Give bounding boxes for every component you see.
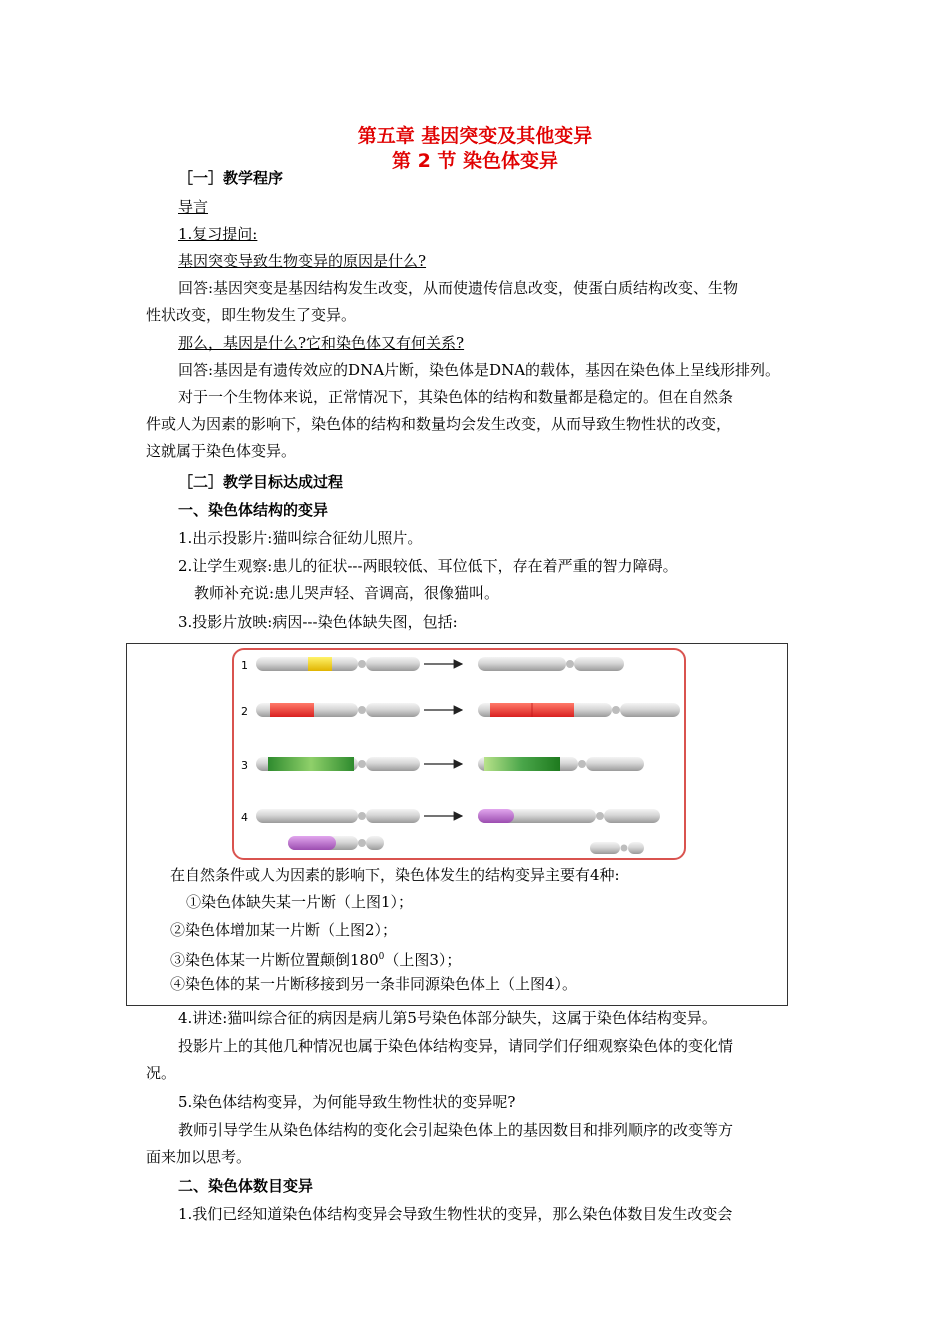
intro-label: 导言 bbox=[178, 198, 209, 216]
row-4-result-chromosome-long bbox=[478, 809, 660, 823]
review-label: 1.复习提问: bbox=[178, 225, 258, 243]
chapter-title: 第五章 基因突变及其他变异 bbox=[357, 125, 593, 147]
row-2-original-chromosome bbox=[256, 703, 420, 717]
figure-item-3 bbox=[170, 947, 461, 970]
item-3: 3.投影片放映:病因---染色体缺失图，包括: bbox=[178, 613, 458, 631]
row-1-original-chromosome bbox=[256, 657, 420, 671]
item-5-paragraph-line-2: 面来加以思考。 bbox=[146, 1148, 252, 1166]
figure-item-4: ④染色体的某一片断移接到另一条非同源染色体上（上图4）。 bbox=[170, 975, 578, 993]
paragraph-1-line-1: 对于一个生物体来说，正常情况下，其染色体的结构和数量都是稳定的。但在自然条 bbox=[178, 388, 734, 406]
item-5-paragraph-line-1: 教师引导学生从染色体结构的变化会引起染色体上的基因数目和排列顺序的改变等方 bbox=[178, 1121, 734, 1139]
item-2: 2.让学生观察:患儿的征状---两眼较低、耳位低下，存在着严重的智力障碍。 bbox=[178, 557, 678, 575]
item-4-paragraph-line-1: 投影片上的其他几种情况也属于染色体结构变异，请同学们仔细观察染色体的变化情 bbox=[178, 1037, 734, 1055]
figure-item-3-text: ③染色体某一片断位置颠倒180 bbox=[170, 951, 379, 969]
structure-variation-heading: 一、染色体结构的变异 bbox=[178, 501, 329, 519]
row-1-result-chromosome bbox=[478, 657, 624, 671]
number-variation-heading: 二、染色体数目变异 bbox=[178, 1177, 314, 1195]
figure-label-1: 1 bbox=[241, 659, 248, 672]
figure-item-2: ②染色体增加某一片断（上图2）； bbox=[170, 921, 398, 939]
figure-item-1: ①染色体缺失某一片断（上图1）； bbox=[186, 893, 414, 911]
item-2-note: 教师补充说:患儿哭声轻、音调高，很像猫叫。 bbox=[194, 584, 500, 602]
paragraph-1-line-3: 这就属于染色体变异。 bbox=[146, 442, 297, 460]
figure-label-3: 3 bbox=[241, 759, 248, 772]
row-2-result-chromosome bbox=[478, 703, 680, 717]
row-3-result-chromosome bbox=[478, 757, 644, 771]
paragraph-1-line-2: 件或人为因素的影响下，染色体的结构和数量均会发生改变，从而导致生物性状的改变， bbox=[146, 415, 732, 433]
item-last: 1.我们已经知道染色体结构变异会导致生物性状的变异，那么染色体数目发生改变会 bbox=[178, 1205, 733, 1223]
answer-1-line-2: 性状改变，即生物发生了变异。 bbox=[146, 306, 357, 324]
item-1: 1.出示投影片:猫叫综合征幼儿照片。 bbox=[178, 529, 423, 547]
figure-intro: 在自然条件或人为因素的影响下，染色体发生的结构变异主要有4种: bbox=[170, 866, 620, 884]
chromosome-variation-figure bbox=[232, 648, 686, 860]
objectives-heading: ［二］教学目标达成过程 bbox=[178, 473, 344, 491]
figure-label-2: 2 bbox=[241, 705, 248, 718]
section-title: 第 2 节 染色体变异 bbox=[391, 150, 559, 172]
row-4-original-chromosome-long bbox=[256, 809, 420, 823]
answer-1-line-1: 回答:基因突变是基因结构发生改变，从而使遗传信息改变，使蛋白质结构改变、生物 bbox=[178, 279, 739, 297]
row-3-original-chromosome bbox=[256, 757, 420, 771]
question-2: 那么，基因是什么?它和染色体又有何关系? bbox=[178, 334, 465, 352]
figure-label-4: 4 bbox=[241, 811, 248, 824]
question-1: 基因突变导致生物变异的原因是什么? bbox=[178, 252, 427, 270]
figure-item-3-degree: 0 bbox=[378, 952, 385, 962]
teaching-procedure-heading: ［一］教学程序 bbox=[178, 169, 284, 187]
answer-2: 回答:基因是有遗传效应的DNA片断，染色体是DNA的载体，基因在染色体上呈线形排列。 bbox=[178, 361, 781, 379]
figure-item-3-ref: （上图3）； bbox=[384, 951, 462, 969]
row-4-result-chromosome-short bbox=[590, 842, 644, 854]
item-4-paragraph-line-2: 况。 bbox=[146, 1064, 177, 1082]
item-5: 5.染色体结构变异，为何能导致生物性状的变异呢? bbox=[178, 1093, 516, 1111]
item-4: 4.讲述:猫叫综合征的病因是病儿第5号染色体部分缺失，这属于染色体结构变异。 bbox=[178, 1009, 717, 1027]
chromosome-diagram bbox=[234, 650, 684, 858]
row-4-original-chromosome-short bbox=[288, 836, 384, 850]
